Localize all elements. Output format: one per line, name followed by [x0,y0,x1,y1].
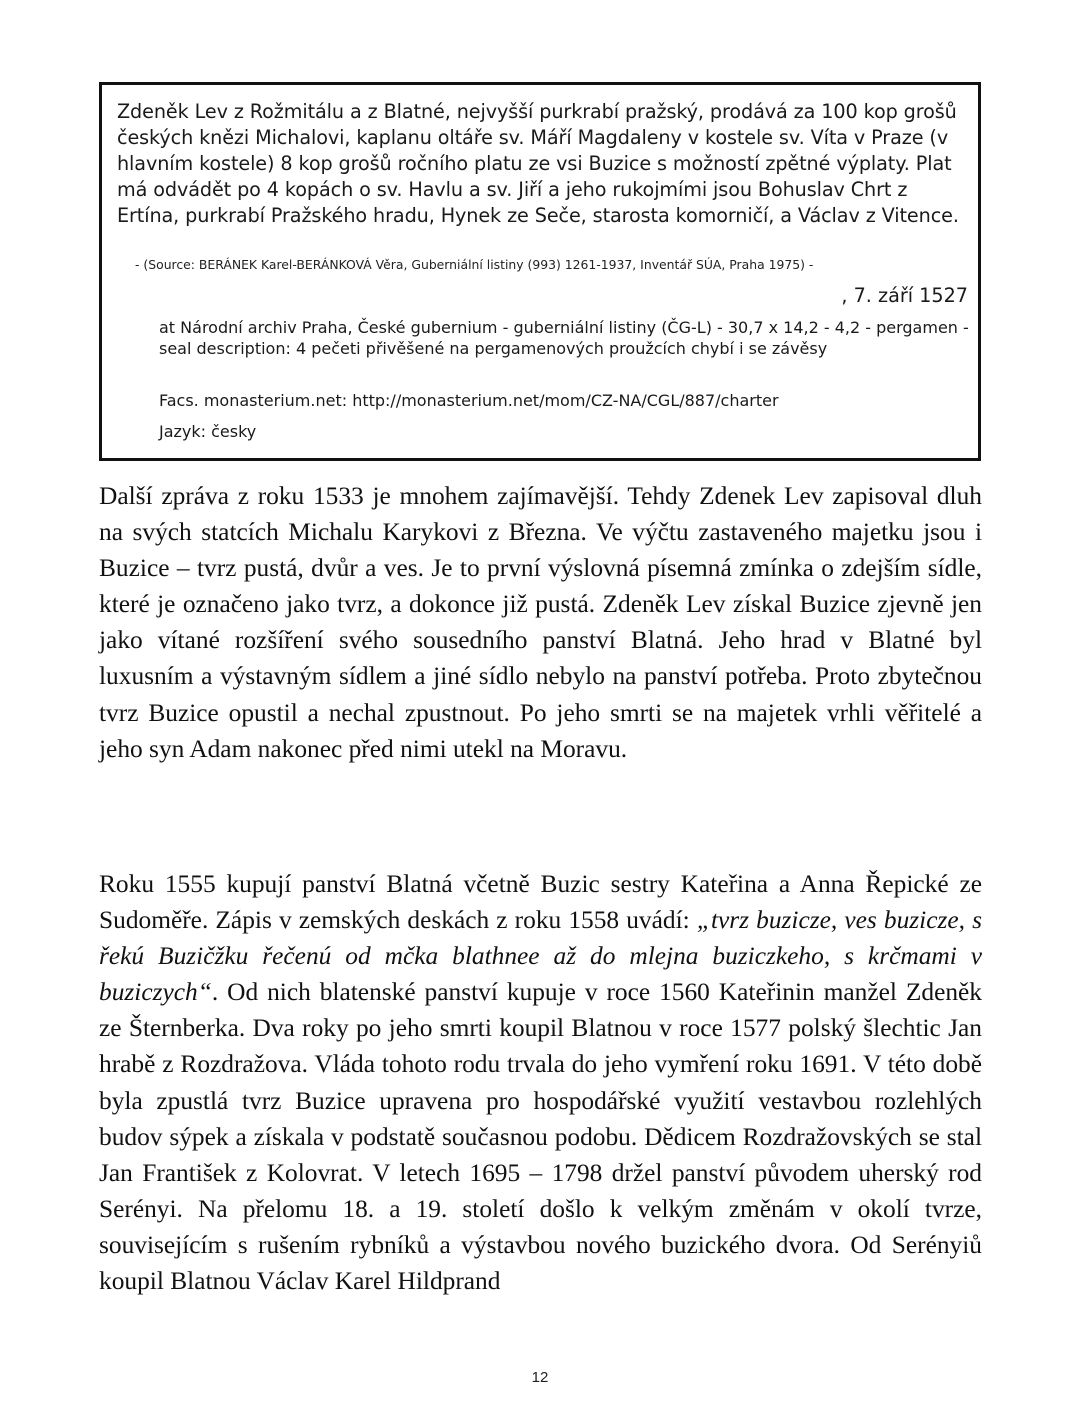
paragraph-1555 [99,866,982,1299]
land-register-quote: „tvrz buzicze, ves buzicze, s řekú Buzičžku řečenú od mčka blathnee až do mlejna buziczkeho, s krčmami v buziczych“ [99,906,982,1007]
charter-box [99,82,981,461]
charter-source: - (Source: BERÁNEK Karel-BERÁNKOVÁ Věra, Guberniální listiny (993) 1261-1937, Inventář SÚA, Praha 1975) - [135,257,814,272]
charter-date: , 7. září 1527 [841,284,968,307]
charter-facsimile-link: Facs. monasterium.net: http://monasterium.net/mom/CZ-NA/CGL/887/charter [159,391,779,410]
charter-language: Jazyk: česky [159,422,257,441]
page-number: 12 [531,1369,549,1386]
charter-archive-description: at Národní archiv Praha, České gubernium - guberniální listiny (ČG-L) - 30,7 x 14,2 - 4,2 - pergamen - seal description: 4 pečeti přivěšené na pergamenových proužcích chybí i se závěsy [159,318,969,358]
paragraph-1555-lead: Roku 1555 kupují panství Blatná včetně Buzic sestry Kateřina a Anna Řepické ze Sudoměře. Zápis v zemských deskách z roku 1558 uvádí: [99,870,982,935]
charter-abstract: Zdeněk Lev z Rožmitálu a z Blatné, nejvyšší purkrabí pražský, prodává za 100 kop grošů českých knězi Michalovi, kaplanu oltáře sv. Máří Magdaleny v kostele sv. Víta v Praze (v hlavním kostele) 8 kop grošů ročního platu ze vsi Buzice s možností zpětné výplaty. Plat má odvádět po 4 kopách o sv. Havlu a sv. Jiří a jeho rukojmími jsou Bohuslav Chrt z Ertína, purkrabí Pražského hradu, Hynek ze Seče, starosta komorničí, a Václav z Vitence. [117,100,959,227]
paragraph-1555-rest: . Od nich blatenské panství kupuje v roce 1560 Kateřinin manžel Zdeněk ze Šternberka. Dva roky po jeho smrti koupil Blatnou v roce 1577 polský šlechtic Jan hrabě z Rozdražova. Vláda tohoto rodu trvala do jeho vymření roku 1691. V této době byla zpustlá tvrz Buzice upravena pro hospodářské využití vestavbou rozlehlých budov sýpek a získala v podstatě současnou podobu. Dědicem Rozdražovských se stal Jan František z Kolovrat. V letech 1695 – 1798 držel panství původem uherský rod Serényi. Na přelomu 18. a 19. století došlo k velkým změnám v okolí tvrze, souvisejícím s rušením rybníků a výstavbou nového buzického dvora. Od Serényiů koupil Blatnou Václav Karel Hildprand [99,978,982,1296]
paragraph-1533: Další zpráva z roku 1533 je mnohem zajímavější. Tehdy Zdenek Lev zapisoval dluh na svých statcích Michalu Karykovi z Března. Ve výčtu zastaveného majetku jsou i Buzice – tvrz pustá, dvůr a ves. Je to první výslovná písemná zmínka o zdejším sídle, které je označeno jako tvrz, a dokonce již pustá. Zdeněk Lev získal Buzice zjevně jen jako vítané rozšíření svého sousedního panství Blatná. Jeho hrad v Blatné byl luxusním a výstavným sídlem a jiné sídlo nebylo na panství potřeba. Proto zbytečnou tvrz Buzice opustil a nechal zpustnout. Po jeho smrti se na majetek vrhli věřitelé a jeho syn Adam nakonec před nimi utekl na Moravu. [99,482,982,763]
